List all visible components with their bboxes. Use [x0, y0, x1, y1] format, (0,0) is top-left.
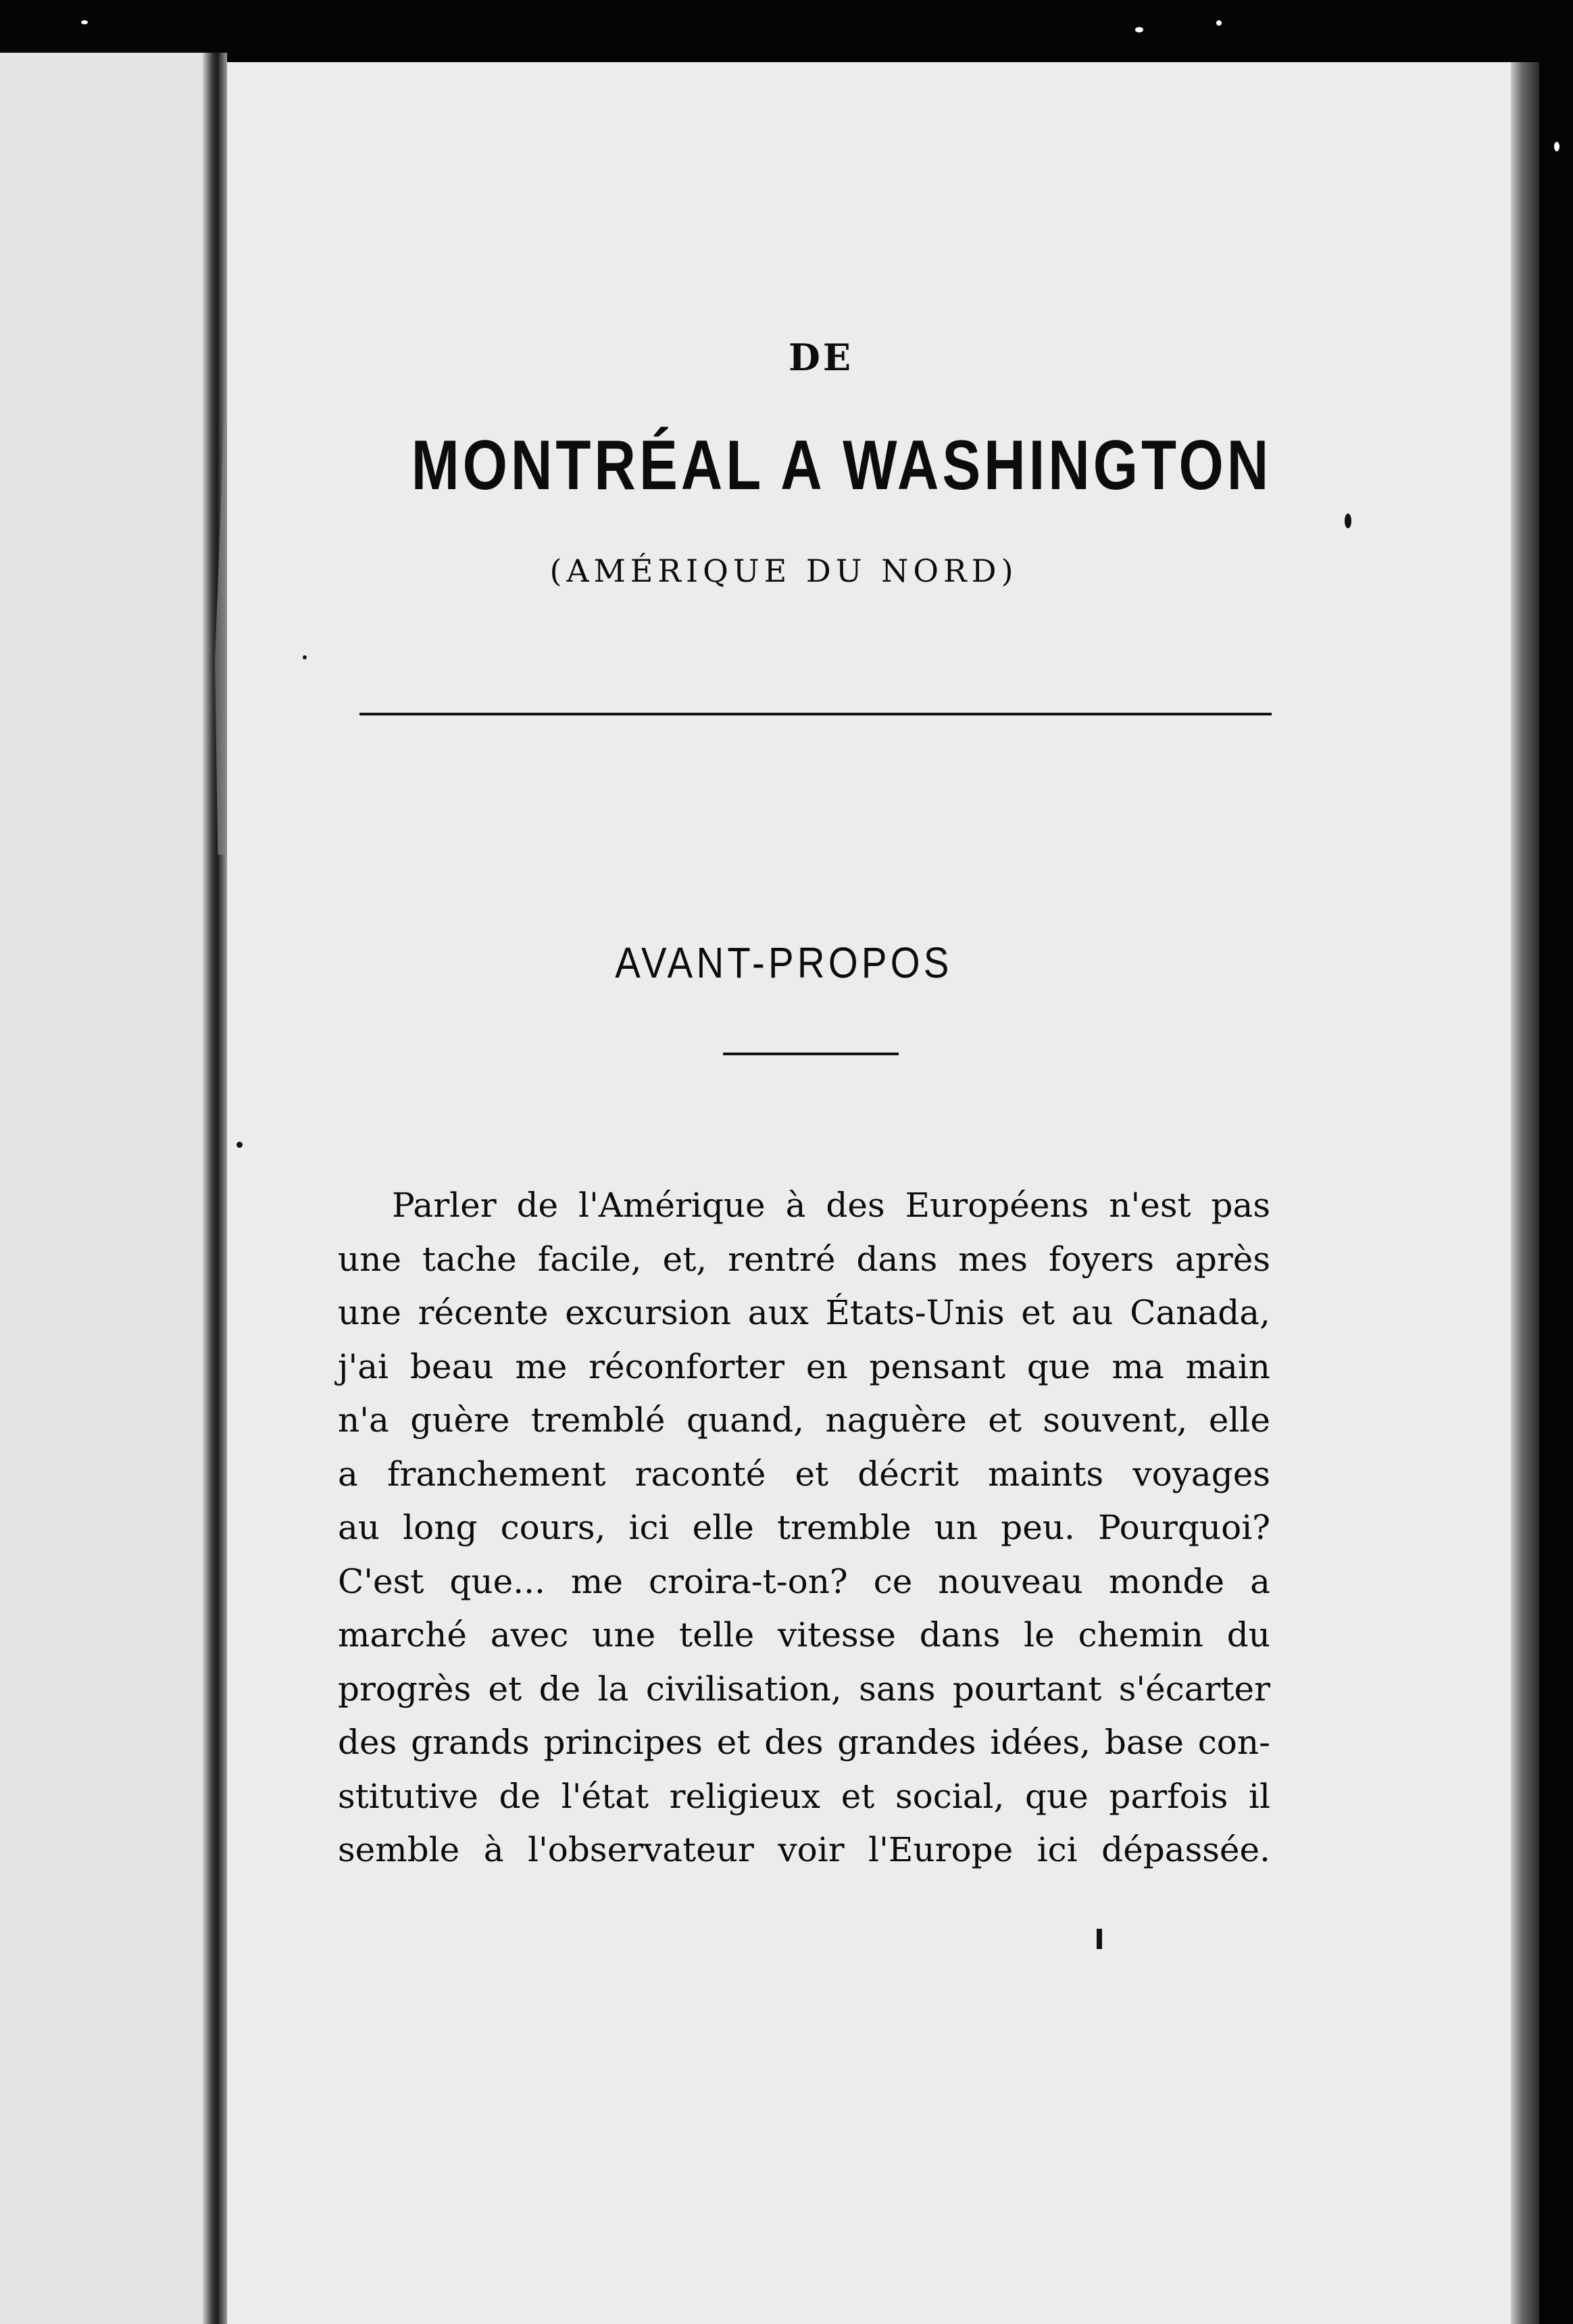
signature-mark	[1097, 1929, 1102, 1949]
body-paragraph	[338, 1179, 1270, 1877]
text-line: j'ai beau me réconforter en pensant que ma main	[338, 1346, 1270, 1386]
text-line: une récente excursion aux États-Unis et au Canada,	[338, 1293, 1270, 1332]
text-line: n'a guère tremblé quand, naguère et souvent, elle	[338, 1400, 1270, 1440]
text-line: marché avec une telle vitesse dans le chemin du	[338, 1615, 1270, 1654]
text-line: stitutive de l'état religieux et social, que parfois il	[338, 1776, 1270, 1816]
text-line: Parler de l'Amérique à des Européens n'est pas	[392, 1186, 1270, 1225]
section-rule	[723, 1053, 899, 1055]
title-rule	[359, 713, 1272, 715]
book-subtitle: (AMÉRIQUE DU NORD)	[549, 553, 1018, 589]
text-line: une tache facile, et, rentré dans mes foyers après	[338, 1239, 1270, 1279]
title-prefix: DE	[789, 336, 853, 379]
text-line: C'est que... me croira-t-on? ce nouveau monde a	[338, 1561, 1270, 1601]
section-heading: AVANT-PROPOS	[615, 938, 953, 987]
text-line: au long cours, ici elle tremble un peu. Pourquoi?	[338, 1508, 1270, 1547]
text-line: des grands principes et des grandes idées, base con-	[338, 1723, 1270, 1762]
text-line: a franchement raconté et décrit maints voyages	[338, 1454, 1270, 1494]
text-line: progrès et de la civilisation, sans pourtant s'écarter	[338, 1669, 1270, 1709]
text-line: semble à l'observateur voir l'Europe ici dépassée.	[338, 1830, 1270, 1869]
book-title: MONTRÉAL A WASHINGTON	[411, 426, 1272, 505]
